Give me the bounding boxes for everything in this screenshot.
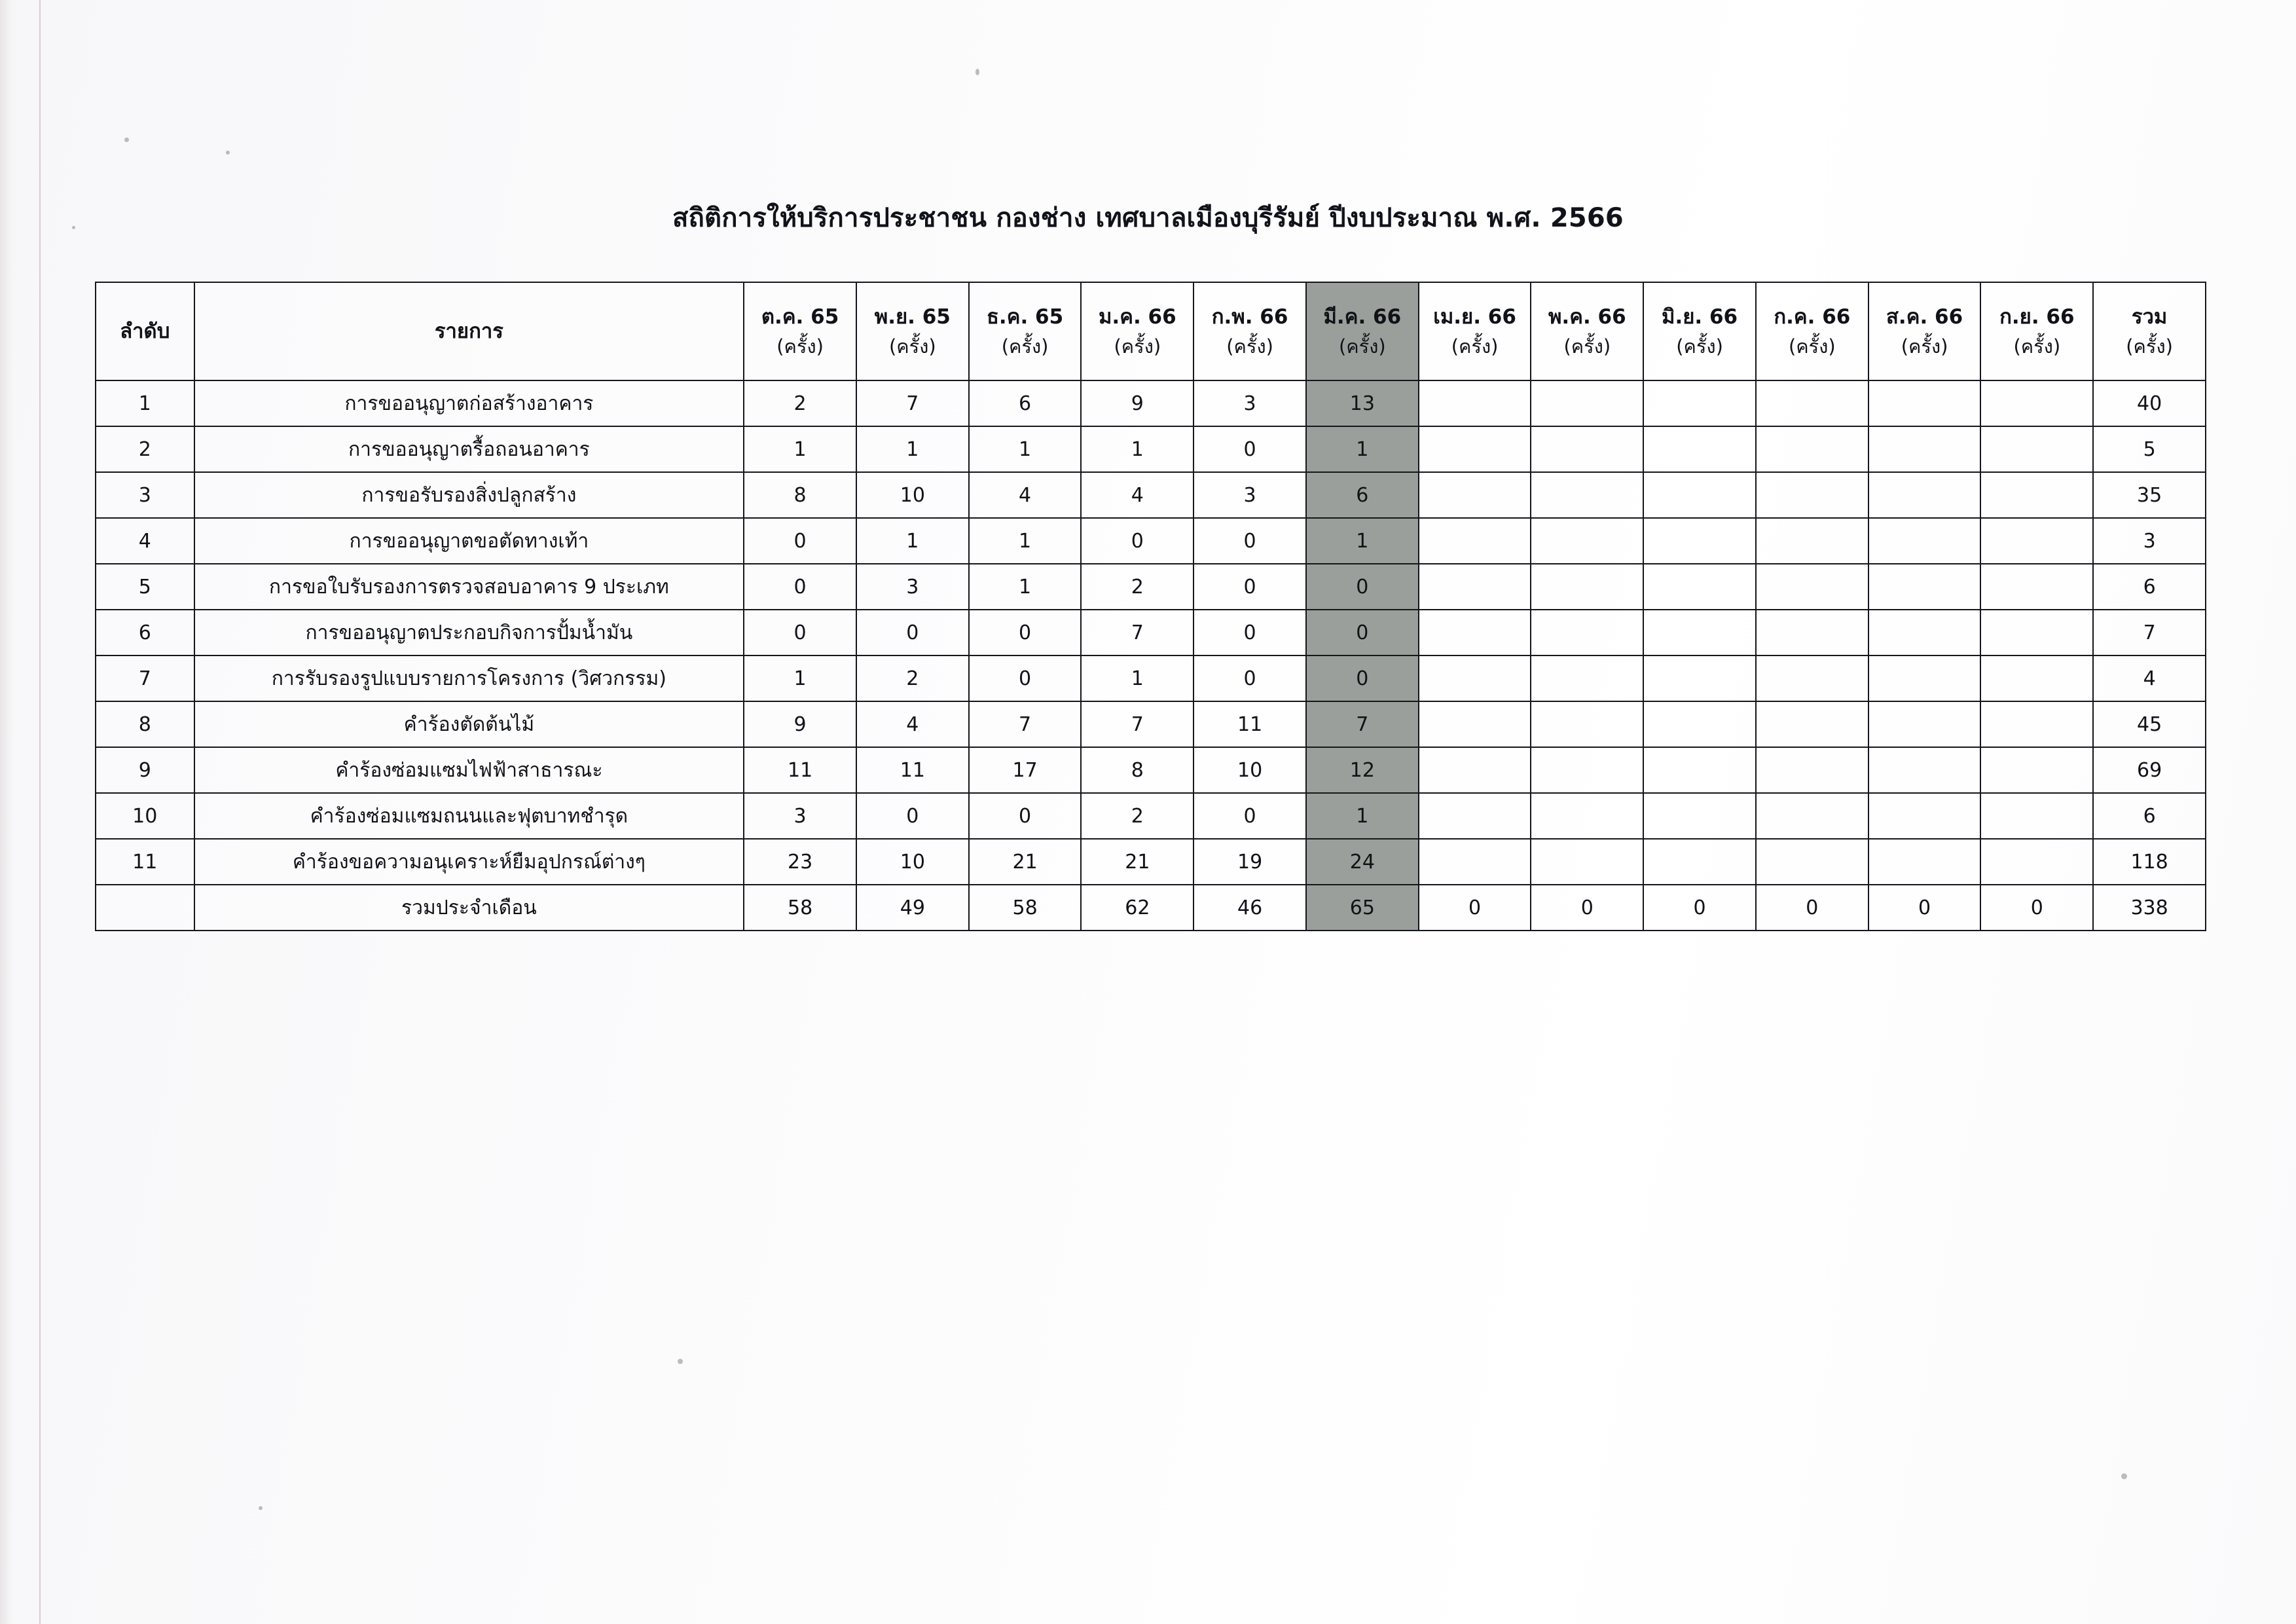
summary-cell-month-3: 62 xyxy=(1081,885,1194,931)
cell-month-9 xyxy=(1756,610,1868,655)
cell-month-4: 3 xyxy=(1194,380,1306,426)
summary-cell-month-2: 58 xyxy=(969,885,1082,931)
header-unit: (ครั้ง) xyxy=(1788,335,1836,358)
cell-month-5: 1 xyxy=(1306,518,1419,564)
summary-cell-month-8: 0 xyxy=(1643,885,1756,931)
cell-month-0: 11 xyxy=(744,747,856,793)
header-month-5 xyxy=(1306,282,1419,380)
scan-speck xyxy=(226,151,230,155)
cell-month-5: 12 xyxy=(1306,747,1419,793)
cell-month-5: 7 xyxy=(1306,701,1419,747)
table-row xyxy=(96,747,2206,793)
header-total-label: รวม xyxy=(2131,304,2168,329)
cell-month-4: 0 xyxy=(1194,793,1306,839)
cell-month-3: 21 xyxy=(1081,839,1194,885)
header-unit: (ครั้ง) xyxy=(1901,335,1948,358)
header-row xyxy=(96,282,2206,380)
cell-month-7 xyxy=(1531,426,1643,472)
cell-month-8 xyxy=(1643,655,1756,701)
cell-month-4: 10 xyxy=(1194,747,1306,793)
statistics-table-container xyxy=(95,282,2206,931)
cell-month-5: 13 xyxy=(1306,380,1419,426)
row-item-label: การขออนุญาตรื้อถอนอาคาร xyxy=(194,426,744,472)
cell-month-6 xyxy=(1419,839,1531,885)
table-row xyxy=(96,426,2206,472)
row-number: 3 xyxy=(96,472,194,518)
cell-month-3: 8 xyxy=(1081,747,1194,793)
cell-month-6 xyxy=(1419,518,1531,564)
cell-month-3: 2 xyxy=(1081,793,1194,839)
cell-month-4: 0 xyxy=(1194,564,1306,610)
cell-month-2: 1 xyxy=(969,426,1082,472)
cell-month-1: 4 xyxy=(856,701,969,747)
cell-month-1: 11 xyxy=(856,747,969,793)
header-unit: (ครั้ง) xyxy=(1563,335,1611,358)
cell-month-8 xyxy=(1643,426,1756,472)
cell-month-6 xyxy=(1419,564,1531,610)
cell-month-0: 9 xyxy=(744,701,856,747)
cell-month-11 xyxy=(1980,472,2093,518)
row-number: 4 xyxy=(96,518,194,564)
cell-month-3: 0 xyxy=(1081,518,1194,564)
cell-month-3: 2 xyxy=(1081,564,1194,610)
cell-row-total: 6 xyxy=(2093,793,2206,839)
header-unit: (ครั้ง) xyxy=(1114,335,1161,358)
header-month-label: ต.ค. 65 xyxy=(761,304,839,329)
cell-month-10 xyxy=(1868,472,1981,518)
cell-month-10 xyxy=(1868,839,1981,885)
cell-month-3: 1 xyxy=(1081,655,1194,701)
cell-month-11 xyxy=(1980,655,2093,701)
cell-month-1: 0 xyxy=(856,793,969,839)
cell-month-8 xyxy=(1643,839,1756,885)
cell-month-1: 10 xyxy=(856,472,969,518)
cell-month-3: 1 xyxy=(1081,426,1194,472)
summary-row-number xyxy=(96,885,194,931)
summary-cell-month-5: 65 xyxy=(1306,885,1419,931)
cell-month-9 xyxy=(1756,518,1868,564)
cell-month-10 xyxy=(1868,701,1981,747)
cell-month-4: 0 xyxy=(1194,655,1306,701)
header-month-8 xyxy=(1643,282,1756,380)
row-number: 9 xyxy=(96,747,194,793)
cell-month-6 xyxy=(1419,610,1531,655)
cell-month-7 xyxy=(1531,655,1643,701)
cell-month-7 xyxy=(1531,839,1643,885)
cell-month-0: 1 xyxy=(744,426,856,472)
cell-month-7 xyxy=(1531,380,1643,426)
header-unit: (ครั้ง) xyxy=(2013,335,2061,358)
row-number: 1 xyxy=(96,380,194,426)
scan-edge xyxy=(0,0,14,1624)
cell-month-7 xyxy=(1531,701,1643,747)
cell-month-5: 0 xyxy=(1306,610,1419,655)
cell-month-6 xyxy=(1419,793,1531,839)
cell-month-10 xyxy=(1868,655,1981,701)
cell-month-0: 23 xyxy=(744,839,856,885)
cell-month-11 xyxy=(1980,380,2093,426)
row-item-label: การรับรองรูปแบบรายการโครงการ (วิศวกรรม) xyxy=(194,655,744,701)
header-month-4 xyxy=(1194,282,1306,380)
cell-month-9 xyxy=(1756,839,1868,885)
cell-month-8 xyxy=(1643,793,1756,839)
summary-label: รวมประจำเดือน xyxy=(194,885,744,931)
cell-month-4: 11 xyxy=(1194,701,1306,747)
header-month-0 xyxy=(744,282,856,380)
cell-month-10 xyxy=(1868,793,1981,839)
header-month-label: ม.ค. 66 xyxy=(1099,304,1176,329)
row-number: 2 xyxy=(96,426,194,472)
header-month-label: ก.พ. 66 xyxy=(1211,304,1288,329)
cell-month-0: 8 xyxy=(744,472,856,518)
cell-month-5: 0 xyxy=(1306,655,1419,701)
row-item-label: การขออนุญาตก่อสร้างอาคาร xyxy=(194,380,744,426)
cell-month-7 xyxy=(1531,747,1643,793)
cell-row-total: 45 xyxy=(2093,701,2206,747)
cell-month-3: 7 xyxy=(1081,610,1194,655)
header-month-2 xyxy=(969,282,1082,380)
header-unit: (ครั้ง) xyxy=(776,335,824,358)
cell-month-5: 1 xyxy=(1306,793,1419,839)
cell-month-6 xyxy=(1419,701,1531,747)
cell-month-0: 1 xyxy=(744,655,856,701)
scan-speck xyxy=(975,69,979,75)
header-unit: (ครั้ง) xyxy=(1338,335,1386,358)
table-row xyxy=(96,701,2206,747)
summary-cell-month-11: 0 xyxy=(1980,885,2093,931)
summary-cell-month-4: 46 xyxy=(1194,885,1306,931)
cell-month-9 xyxy=(1756,564,1868,610)
header-unit: (ครั้ง) xyxy=(1676,335,1723,358)
cell-month-6 xyxy=(1419,655,1531,701)
cell-month-2: 21 xyxy=(969,839,1082,885)
scan-speck xyxy=(124,138,129,142)
cell-month-2: 17 xyxy=(969,747,1082,793)
table-body xyxy=(96,380,2206,931)
row-item-label: คำร้องขอความอนุเคราะห์ยืมอุปกรณ์ต่างๆ xyxy=(194,839,744,885)
cell-month-8 xyxy=(1643,747,1756,793)
summary-cell-month-7: 0 xyxy=(1531,885,1643,931)
cell-month-11 xyxy=(1980,747,2093,793)
cell-month-2: 6 xyxy=(969,380,1082,426)
row-item-label: การขออนุญาตประกอบกิจการปั้มน้ำมัน xyxy=(194,610,744,655)
cell-month-10 xyxy=(1868,518,1981,564)
cell-month-11 xyxy=(1980,564,2093,610)
cell-month-0: 0 xyxy=(744,610,856,655)
page-title: สถิติการให้บริการประชาชน กองช่าง เทศบาลเมืองบุรีรัมย์ ปีงบประมาณ พ.ศ. 2566 xyxy=(672,203,1624,233)
cell-month-10 xyxy=(1868,564,1981,610)
header-month-10 xyxy=(1868,282,1981,380)
cell-month-4: 0 xyxy=(1194,426,1306,472)
cell-month-2: 1 xyxy=(969,518,1082,564)
cell-month-8 xyxy=(1643,701,1756,747)
cell-month-5: 0 xyxy=(1306,564,1419,610)
cell-month-7 xyxy=(1531,793,1643,839)
table-row xyxy=(96,380,2206,426)
cell-month-11 xyxy=(1980,839,2093,885)
cell-month-1: 1 xyxy=(856,426,969,472)
cell-month-0: 3 xyxy=(744,793,856,839)
cell-month-2: 7 xyxy=(969,701,1082,747)
cell-row-total: 69 xyxy=(2093,747,2206,793)
header-unit: (ครั้ง) xyxy=(1226,335,1273,358)
table-row xyxy=(96,564,2206,610)
cell-month-2: 4 xyxy=(969,472,1082,518)
cell-row-total: 5 xyxy=(2093,426,2206,472)
table-row xyxy=(96,518,2206,564)
cell-month-11 xyxy=(1980,793,2093,839)
scan-speck xyxy=(678,1359,683,1364)
summary-cell-month-9: 0 xyxy=(1756,885,1868,931)
row-item-label: การขอใบรับรองการตรวจสอบอาคาร 9 ประเภท xyxy=(194,564,744,610)
cell-month-8 xyxy=(1643,610,1756,655)
header-unit: (ครั้ง) xyxy=(1451,335,1499,358)
cell-month-7 xyxy=(1531,472,1643,518)
summary-grand-total: 338 xyxy=(2093,885,2206,931)
header-month-label: ส.ค. 66 xyxy=(1886,304,1963,329)
cell-row-total: 6 xyxy=(2093,564,2206,610)
header-month-label: พ.ค. 66 xyxy=(1548,304,1626,329)
cell-month-11 xyxy=(1980,610,2093,655)
header-month-label: เม.ย. 66 xyxy=(1433,304,1516,329)
summary-cell-month-10: 0 xyxy=(1868,885,1981,931)
cell-month-9 xyxy=(1756,655,1868,701)
table-row xyxy=(96,610,2206,655)
row-item-label: คำร้องซ่อมแซมไฟฟ้าสาธารณะ xyxy=(194,747,744,793)
cell-month-0: 0 xyxy=(744,518,856,564)
cell-month-6 xyxy=(1419,747,1531,793)
cell-month-6 xyxy=(1419,472,1531,518)
cell-month-0: 0 xyxy=(744,564,856,610)
scan-speck xyxy=(2121,1473,2127,1479)
cell-month-9 xyxy=(1756,426,1868,472)
cell-month-10 xyxy=(1868,747,1981,793)
table-row xyxy=(96,839,2206,885)
cell-month-1: 10 xyxy=(856,839,969,885)
cell-month-3: 7 xyxy=(1081,701,1194,747)
cell-row-total: 3 xyxy=(2093,518,2206,564)
header-month-label: มี.ค. 66 xyxy=(1323,304,1402,329)
summary-row xyxy=(96,885,2206,931)
cell-month-7 xyxy=(1531,564,1643,610)
header-month-label: ก.ย. 66 xyxy=(1999,304,2075,329)
row-number: 5 xyxy=(96,564,194,610)
header-unit: (ครั้ง) xyxy=(2126,335,2173,358)
summary-cell-month-1: 49 xyxy=(856,885,969,931)
cell-row-total: 118 xyxy=(2093,839,2206,885)
row-item-label: คำร้องซ่อมแซมถนนและฟุตบาทชำรุด xyxy=(194,793,744,839)
cell-month-10 xyxy=(1868,610,1981,655)
statistics-table xyxy=(95,282,2206,931)
header-month-7 xyxy=(1531,282,1643,380)
table-row xyxy=(96,793,2206,839)
cell-month-11 xyxy=(1980,426,2093,472)
cell-month-1: 0 xyxy=(856,610,969,655)
cell-month-8 xyxy=(1643,472,1756,518)
row-number: 10 xyxy=(96,793,194,839)
cell-month-4: 19 xyxy=(1194,839,1306,885)
cell-month-3: 4 xyxy=(1081,472,1194,518)
header-no: ลำดับ xyxy=(96,282,194,380)
cell-month-10 xyxy=(1868,380,1981,426)
row-item-label: การขออนุญาตขอตัดทางเท้า xyxy=(194,518,744,564)
cell-row-total: 40 xyxy=(2093,380,2206,426)
header-month-9 xyxy=(1756,282,1868,380)
cell-month-5: 24 xyxy=(1306,839,1419,885)
cell-month-2: 0 xyxy=(969,655,1082,701)
cell-month-8 xyxy=(1643,564,1756,610)
cell-month-6 xyxy=(1419,380,1531,426)
cell-month-11 xyxy=(1980,701,2093,747)
header-month-3 xyxy=(1081,282,1194,380)
cell-month-2: 0 xyxy=(969,610,1082,655)
cell-row-total: 7 xyxy=(2093,610,2206,655)
row-number: 7 xyxy=(96,655,194,701)
cell-row-total: 4 xyxy=(2093,655,2206,701)
header-unit: (ครั้ง) xyxy=(1001,335,1049,358)
row-number: 11 xyxy=(96,839,194,885)
cell-month-5: 1 xyxy=(1306,426,1419,472)
row-number: 8 xyxy=(96,701,194,747)
header-month-label: ธ.ค. 65 xyxy=(987,304,1064,329)
row-item-label: คำร้องตัดต้นไม้ xyxy=(194,701,744,747)
header-month-11 xyxy=(1980,282,2093,380)
header-item: รายการ xyxy=(194,282,744,380)
cell-month-1: 2 xyxy=(856,655,969,701)
cell-month-5: 6 xyxy=(1306,472,1419,518)
cell-month-6 xyxy=(1419,426,1531,472)
header-month-label: ก.ค. 66 xyxy=(1774,304,1851,329)
header-month-label: มิ.ย. 66 xyxy=(1662,304,1738,329)
cell-month-7 xyxy=(1531,518,1643,564)
cell-month-8 xyxy=(1643,518,1756,564)
cell-month-8 xyxy=(1643,380,1756,426)
cell-month-9 xyxy=(1756,701,1868,747)
table-row xyxy=(96,472,2206,518)
cell-month-3: 9 xyxy=(1081,380,1194,426)
header-month-label: พ.ย. 65 xyxy=(874,304,951,329)
table-header xyxy=(96,282,2206,380)
cell-month-10 xyxy=(1868,426,1981,472)
table-row xyxy=(96,655,2206,701)
cell-month-9 xyxy=(1756,747,1868,793)
cell-month-1: 3 xyxy=(856,564,969,610)
summary-cell-month-0: 58 xyxy=(744,885,856,931)
cell-month-7 xyxy=(1531,610,1643,655)
header-month-6 xyxy=(1419,282,1531,380)
summary-cell-month-6: 0 xyxy=(1419,885,1531,931)
cell-month-2: 1 xyxy=(969,564,1082,610)
scan-line-artifact xyxy=(39,0,41,1624)
cell-month-1: 1 xyxy=(856,518,969,564)
header-unit: (ครั้ง) xyxy=(888,335,936,358)
cell-month-1: 7 xyxy=(856,380,969,426)
row-number: 6 xyxy=(96,610,194,655)
cell-month-0: 2 xyxy=(744,380,856,426)
scan-speck xyxy=(259,1506,263,1510)
cell-month-4: 0 xyxy=(1194,610,1306,655)
cell-month-2: 0 xyxy=(969,793,1082,839)
cell-month-4: 0 xyxy=(1194,518,1306,564)
cell-month-4: 3 xyxy=(1194,472,1306,518)
cell-month-11 xyxy=(1980,518,2093,564)
cell-month-9 xyxy=(1756,380,1868,426)
cell-month-9 xyxy=(1756,793,1868,839)
header-month-1 xyxy=(856,282,969,380)
cell-month-9 xyxy=(1756,472,1868,518)
header-total xyxy=(2093,282,2206,380)
row-item-label: การขอรับรองสิ่งปลูกสร้าง xyxy=(194,472,744,518)
cell-row-total: 35 xyxy=(2093,472,2206,518)
